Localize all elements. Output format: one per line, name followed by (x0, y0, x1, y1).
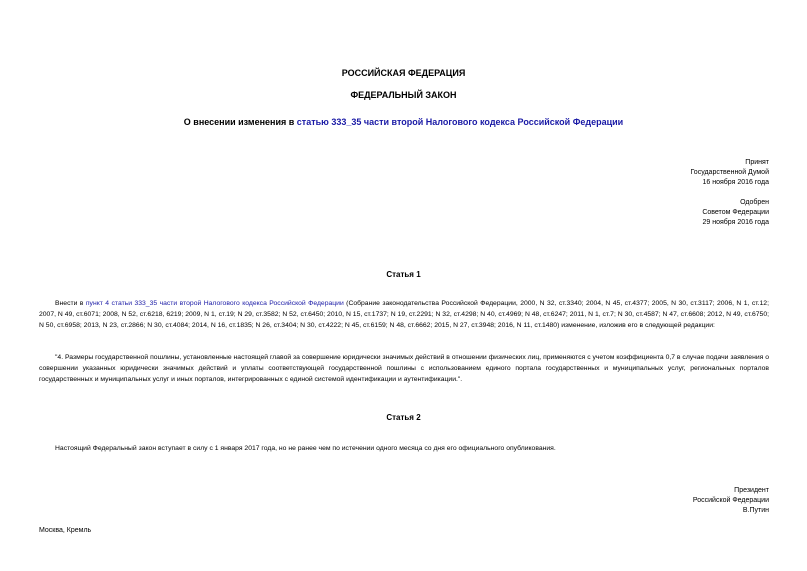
adoption-approved (702, 198, 769, 228)
approved-by: Советом Федерации (702, 209, 769, 216)
accepted-label: Принят (745, 159, 769, 166)
signature-org: Российской Федерации (692, 497, 769, 504)
signing-place: Москва, Кремль (39, 527, 92, 534)
adoption-accepted (690, 158, 769, 188)
country-heading: РОССИЙСКАЯ ФЕДЕРАЦИЯ (341, 68, 466, 78)
signature-title: Президент (734, 487, 769, 494)
article-1-quote: "4. Размеры государственной пошлины, установленные настоящей главой за совершение юридически значимых действий в отношении физических лиц, применяются с учетом коэффициента 0,7 в случае подачи заявления о совершении указанных юридически значимых действий и уплаты соответствующей государственной пошлины с использованием единого портала государственных и муниципальных услуг, региональных порталов государственных и муниципальных услуг и иных порталов, интегрированных с единой системой идентификации и аутентификации.". (39, 354, 769, 383)
signature-block (693, 486, 769, 516)
approved-date: 29 ноября 2016 года (702, 219, 769, 226)
law-title (0, 117, 807, 128)
article-2-text: Настоящий Федеральный закон вступает в силу с 1 января 2017 года, но не ранее чем по истечении одного месяца со дня его официального опубликования. (55, 445, 556, 452)
approved-label: Одобрен (740, 199, 769, 206)
law-title-prefix: О внесении изменения в (183, 117, 297, 127)
law-title-link[interactable]: статью 333_35 части второй Налогового кодекса Российской Федерации (296, 117, 624, 127)
article-1-intro-link[interactable]: пункт 4 статьи 333_35 части второй Налогового кодекса Российской Федерации (85, 300, 344, 307)
article-1-intro-rest: (Собрание законодательства Российской Федерации, 2000, N 32, ст.3340; 2004, N 45, ст.4377; 2005, N 30, ст.3117; 2006, N 1, ст.12; 2007, N 49, ст.6071; 2008, N 52, ст.6218, 6219; 2009, N 1, ст.19; N 29, ст.3582; N 52, ст.6450; 2010, N 15, ст.1737; N 19, ст.2291; N 32, ст.4298; N 40, ст.4969; N 48, ст.6247; 2011, N 1, ст.7; N 30, ст.4587; N 47, ст.6608; 2012, N 49, ст.6750; N 50, ст.6958; 2013, N 23, ст.2866; N 30, ст.4084; 2014, N 16, ст.1835; N 26, ст.3404; N 30, ст.4222; N 45, ст.6159; N 48, ст.6662; 2015, N 27, ст.3948; 2016, N 11, ст.1480) изменение, изложив его в следующей редакции: (39, 300, 769, 329)
accepted-by: Государственной Думой (690, 169, 769, 176)
signature-name: В.Путин (742, 507, 769, 514)
accepted-date: 16 ноября 2016 года (702, 179, 769, 186)
law-type-heading: ФЕДЕРАЛЬНЫЙ ЗАКОН (350, 90, 457, 100)
article-2-heading: Статья 2 (386, 413, 421, 422)
article-1-intro (39, 298, 769, 331)
article-1-intro-prefix: Внести в (55, 300, 86, 307)
article-1-heading: Статья 1 (386, 270, 421, 279)
